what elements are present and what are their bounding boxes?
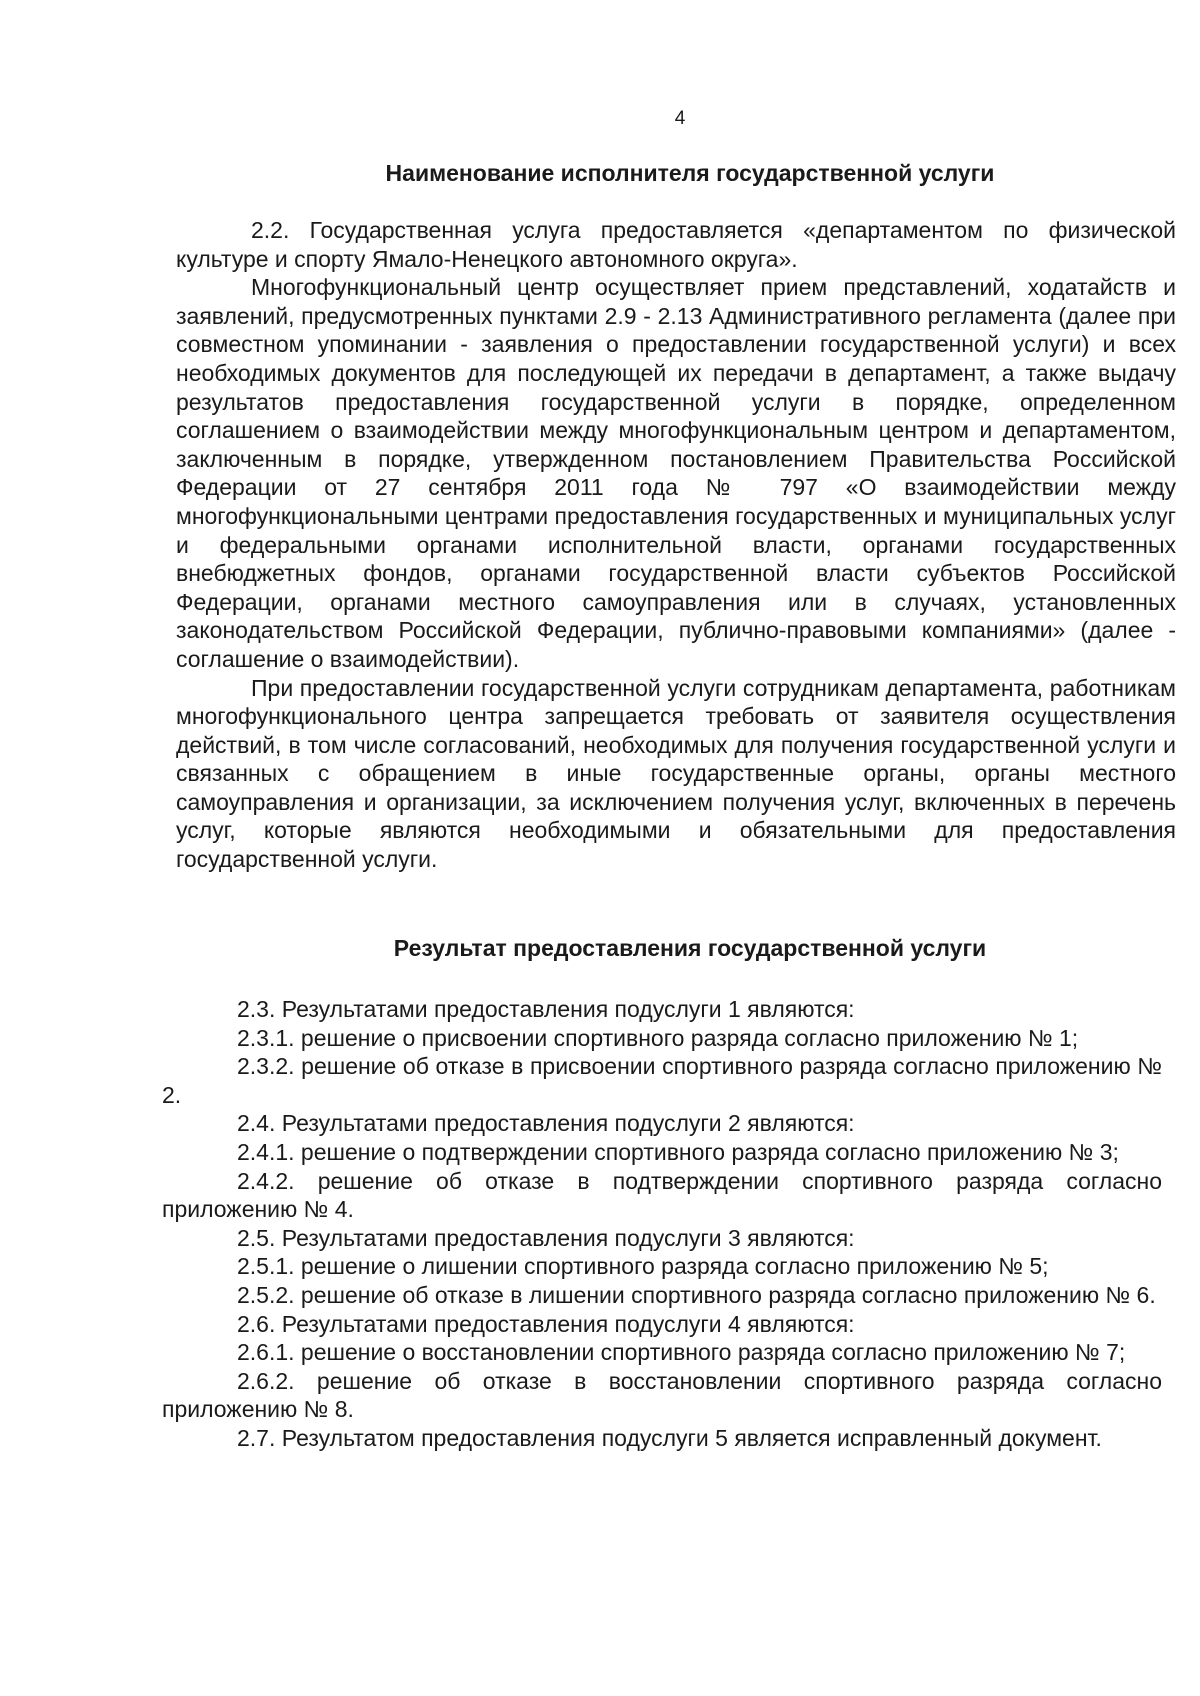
paragraph: 2.4. Результатами предоставления подуслуги 2 являются: [237,1110,855,1137]
paragraph: 2.3. Результатами предоставления подуслуги 1 являются: [237,996,855,1022]
paragraph: 2.5.1. решение о лишении спортивного разряда согласно приложению № 5; [237,1253,1049,1280]
paragraph: 2.6. Результатами предоставления подуслуги 4 являются: [237,1310,855,1337]
section-body-result [162,995,1162,1453]
section-heading-executor: Наименование исполнителя государственной услуги [385,160,995,186]
paragraph: 2.7. Результатом предоставления подуслуги 5 является исправленный документ. [237,1424,1102,1451]
paragraph: 2.3.2. решение об отказе в присвоении спортивного разряда согласно приложению № 2. [162,1053,1162,1108]
paragraph: 2.5.2. решение об отказе в лишении спортивного разряда согласно приложению № 6. [237,1281,1156,1308]
paragraph: 2.4.1. решение о подтверждении спортивного разряда согласно приложению № 3; [237,1138,1119,1165]
paragraph: Многофункциональный центр осуществляет прием представлений, ходатайств и заявлений, предусмотренных пунктами 2.9 - 2.13 Административного регламента (далее при совместном упоминании - заявления о предоставлении государственной услуги) и всех необходимых документов для последующей их передачи в департамент, а также выдачу результатов предоставления государственной услуги в порядке, определенном соглашением о взаимодействии между многофункциональным центром и департаментом, заключенным в порядке, утвержденном постановлением Правительства Российской Федерации от 27 сентября 2011 года № 797 «О взаимодействии между многофункциональными центрами предоставления государственных и муниципальных услуг и федеральными органами исполнительной власти, органами государственных внебюджетных фондов, органами государственной власти субъектов Российской Федерации, органами местного самоуправления или в случаях, установленных законодательством Российской Федерации, публично-правовыми компаниями» (далее - соглашение о взаимодействии). [176,274,1176,672]
paragraph: 2.2. Государственная услуга предоставляется «департаментом по физической культуре и спорту Ямало-Ненецкого автономного округа». [176,217,1176,272]
paragraph: 2.6.1. решение о восстановлении спортивного разряда согласно приложению № 7; [237,1339,1126,1366]
section-heading-result: Результат предоставления государственной услуги [393,935,987,961]
paragraph: 2.4.2. решение об отказе в подтверждении спортивного разряда согласно приложению № 4. [162,1167,1162,1223]
paragraph: 2.3.1. решение о присвоении спортивного разряда согласно приложению № 1; [237,1024,1079,1051]
paragraph: При предоставлении государственной услуги сотрудникам департамента, работникам многофункционального центра запрещается требовать от заявителя осуществления действий, в том числе согласований, необходимых для получения государственной услуги и связанных с обращением в иные государственные органы, органы местного самоуправления и организации, за исключением получения услуг, включенных в перечень услуг, которые являются необходимыми и обязательными для предоставления государственной услуги. [176,674,1176,873]
page-number: 4 [674,108,686,129]
paragraph: 2.6.2. решение об отказе в восстановлении спортивного разряда согласно приложению № 8. [162,1367,1162,1423]
section-body-executor [176,216,1176,874]
paragraph: 2.5. Результатами предоставления подуслуги 3 являются: [237,1224,855,1251]
